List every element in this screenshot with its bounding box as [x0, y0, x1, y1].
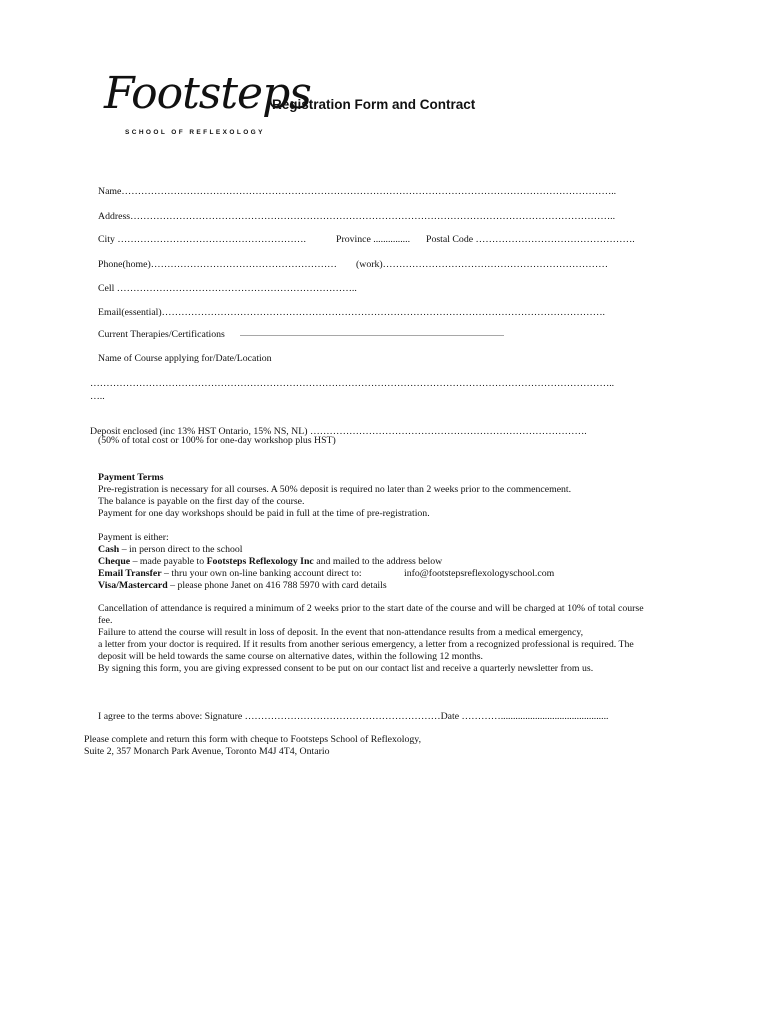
- deposit-note: (50% of total cost or 100% for one-day workshop plus HST): [98, 435, 336, 446]
- return-address: Suite 2, 357 Monarch Park Avenue, Toronto M4J 4T4, Ontario: [84, 746, 330, 757]
- course-field-continued: …..: [90, 391, 105, 402]
- cell-field[interactable]: Cell ………………………………………………………………..: [98, 283, 357, 294]
- deposit-field[interactable]: Deposit enclosed (inc 13% HST Ontario, 15% NS, NL) ………………………………………………………………………….: [90, 426, 587, 437]
- cancellation-line: Cancellation of attendance is required a minimum of 2 weeks prior to the start date of the course and will be charged at 10% of total course: [98, 603, 644, 614]
- payment-email-address: info@footstepsreflexologyschool.com: [404, 568, 555, 579]
- payment-cheque: Cheque – made payable to Footsteps Reflexology Inc and mailed to the address below: [98, 556, 443, 567]
- payment-email-transfer: Email Transfer – thru your own on-line banking account direct to:: [98, 568, 362, 579]
- payment-cash: Cash – in person direct to the school: [98, 544, 243, 555]
- cancellation-line: deposit will be held towards the same course on alternative dates, within the following 12 months.: [98, 651, 483, 662]
- payment-terms-heading: Payment Terms: [98, 472, 164, 483]
- postal-code-field[interactable]: Postal Code ………………………………………….: [426, 234, 635, 245]
- province-field[interactable]: Province ...............: [336, 234, 411, 245]
- payment-terms-line: Pre-registration is necessary for all courses. A 50% deposit is required no later than 2 weeks prior to the commencement.: [98, 484, 572, 495]
- logo-subtitle: SCHOOL OF REFLEXOLOGY: [125, 129, 265, 136]
- payment-terms-line: The balance is payable on the first day of the course.: [98, 496, 305, 507]
- course-label: Name of Course applying for/Date/Location: [98, 353, 272, 364]
- course-field[interactable]: ……………………………………………………………………………………………………………………………………………..: [90, 378, 615, 389]
- consent-line: By signing this form, you are giving expressed consent to be put on our contact list and receive a quarterly newsletter from us.: [98, 663, 594, 674]
- return-instructions: Please complete and return this form with cheque to Footsteps School of Reflexology,: [84, 734, 422, 745]
- city-field[interactable]: City ………………………………………………….: [98, 234, 306, 245]
- page-title: Registration Form and Contract: [272, 97, 476, 112]
- address-field[interactable]: Address…………………………………………………………………………………………………………………………………..: [98, 211, 616, 222]
- name-field[interactable]: Name……………………………………………………………………………………………………………………………………..: [98, 186, 617, 197]
- email-field[interactable]: Email(essential)……………………………………………………………………………………………………………………….: [98, 307, 605, 318]
- phone-home-field[interactable]: Phone(home)…………………………………………………: [98, 259, 337, 270]
- payment-intro: Payment is either:: [98, 532, 169, 543]
- therapies-label: Current Therapies/Certifications: [98, 329, 225, 340]
- cancellation-line: Failure to attend the course will result in loss of deposit. In the event that non-attendance results from a medical emergency,: [98, 627, 584, 638]
- signature-field[interactable]: I agree to the terms above: Signature ……………………………………………………Date …………............................................: [98, 711, 609, 722]
- therapies-field[interactable]: ....................................................................................................................................: [240, 329, 504, 338]
- payment-visa: Visa/Mastercard – please phone Janet on 416 788 5970 with card details: [98, 580, 387, 591]
- logo-wordmark: Footsteps: [104, 68, 311, 119]
- cancellation-line: a letter from your doctor is required. If it results from another serious emergency, a letter from a recognized professional is required. The: [98, 639, 634, 650]
- phone-work-field[interactable]: (work)……………………………………………………………: [356, 259, 608, 270]
- cancellation-line: fee.: [98, 615, 113, 626]
- payment-terms-line: Payment for one day workshops should be paid in full at the time of pre-registration.: [98, 508, 430, 519]
